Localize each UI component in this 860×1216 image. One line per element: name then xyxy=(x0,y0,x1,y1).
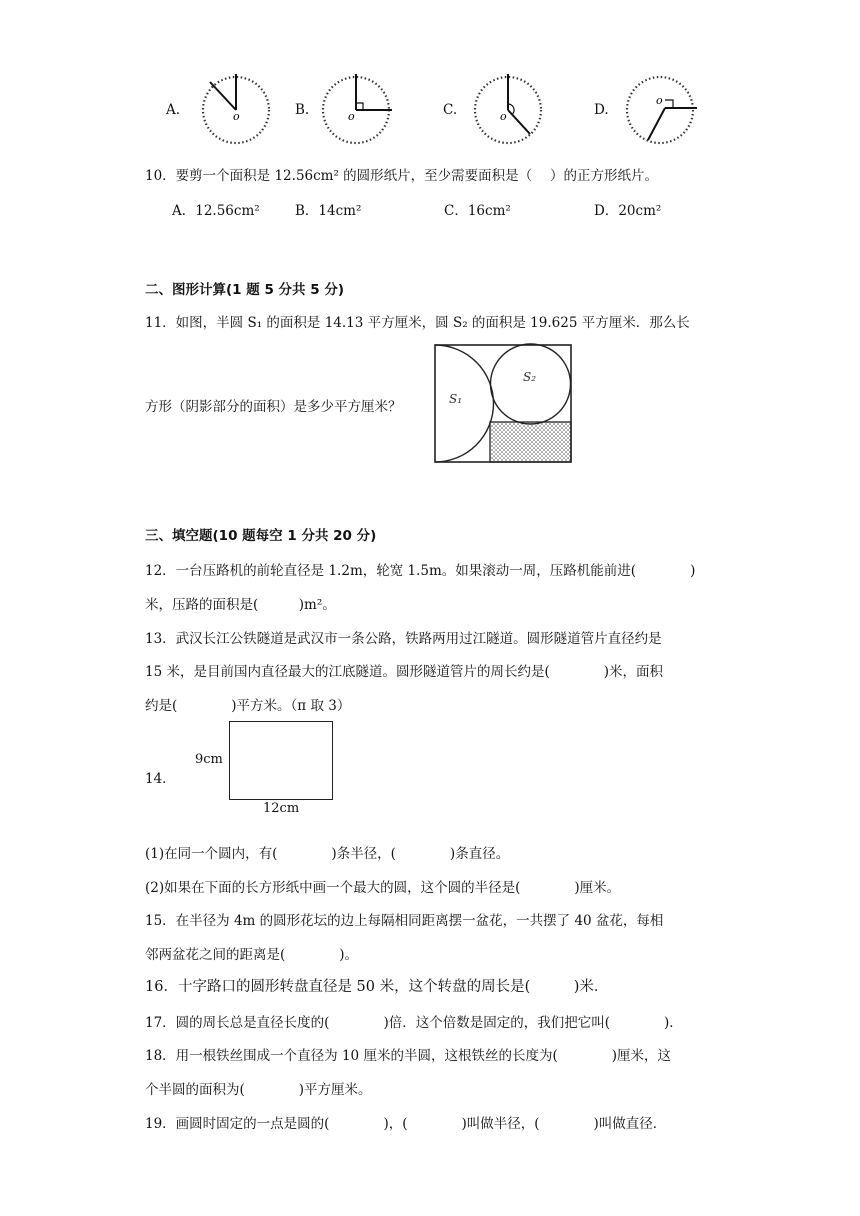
q10-option-a: A．12.56cm² xyxy=(172,203,260,219)
q17: 17．圆的周长总是直径长度的( )倍．这个倍数是固定的，我们把它叫( )． xyxy=(145,1015,683,1031)
q11-label-s1: S₁ xyxy=(449,392,463,406)
q9-option-c-figure xyxy=(468,70,548,150)
q14-width-label: 12cm xyxy=(263,801,300,816)
q9-option-a-figure xyxy=(196,70,276,150)
q10-option-d: D．20cm² xyxy=(594,203,662,219)
q9-option-d-label: D. xyxy=(594,102,609,118)
q18-line-2: 个半圆的面积为( )平方厘米。 xyxy=(145,1082,372,1098)
q15-line-2: 邻两盆花之间的距离是( )。 xyxy=(145,947,359,963)
q16: 16．十字路口的圆形转盘直径是 50 米，这个转盘的周长是( )米． xyxy=(145,979,609,995)
q9-option-c-label: C. xyxy=(443,102,458,118)
q11-semicircle-s1 xyxy=(435,345,494,462)
q11-figure xyxy=(433,343,575,465)
q9-d-center-label: o xyxy=(656,94,663,107)
q10-stem: 10．要剪一个面积是 12.56cm² 的圆形纸片，至少需要面积是（ ）的正方形纸片。 xyxy=(145,168,658,184)
q14-part-1: (1)在同一个圆内，有( )条半径，( )条直径。 xyxy=(145,846,510,862)
q15-line-1: 15．在半径为 4m 的圆形花坛的边上每隔相同距离摆一盆花，一共摆了 40 盆花，每相 xyxy=(145,913,664,929)
q9-option-d-figure xyxy=(620,70,700,150)
q9-b-center-label: o xyxy=(348,110,355,123)
section-3-title: 三、填空题(10 题每空 1 分共 20 分) xyxy=(145,528,377,544)
q14-height-label: 9cm xyxy=(195,752,223,767)
q13-line-2: 15 米，是目前国内直径最大的江底隧道。圆形隧道管片的周长约是( )米，面积 xyxy=(145,664,664,680)
q13-line-3: 约是( )平方米。（π 取 3） xyxy=(145,698,351,714)
q12-line-2: 米，压路的面积是( )m²。 xyxy=(145,597,336,613)
q11-line-2: 方形（阴影部分的面积）是多少平方厘米？ xyxy=(145,399,402,415)
q10-option-c: C．16cm² xyxy=(444,203,511,219)
q11-label-s2: S₂ xyxy=(523,370,537,384)
q9-option-b-label: B. xyxy=(295,102,310,118)
section-2-title: 二、图形计算(1 题 5 分共 5 分) xyxy=(145,282,345,298)
q14-part-2: (2)如果在下面的长方形纸中画一个最大的圆，这个圆的半径是( )厘米。 xyxy=(145,880,621,896)
q9-option-a-label: A. xyxy=(166,102,181,118)
q9-option-b-figure xyxy=(316,70,396,150)
q13-line-1: 13．武汉长江公铁隧道是武汉市一条公路，铁路两用过江隧道。圆形隧道管片直径约是 xyxy=(145,631,662,647)
q10-option-b: B．14cm² xyxy=(295,203,362,219)
q14-number: 14． xyxy=(145,771,176,787)
q11-line-1: 11．如图，半圆 S₁ 的面积是 14.13 平方厘米，圆 S₂ 的面积是 19.625 平方厘米．那么长 xyxy=(145,315,690,331)
q19: 19．画圆时固定的一点是圆的( )，( )叫做半径，( )叫做直径． xyxy=(145,1116,667,1132)
q12-line-1: 12．一台压路机的前轮直径是 1.2m，轮宽 1.5m。如果滚动一周，压路机能前进( ) xyxy=(145,563,696,579)
q11-circle-s2 xyxy=(491,344,571,424)
q18-line-1: 18．用一根铁丝围成一个直径为 10 厘米的半圆，这根铁丝的长度为( )厘米，这 xyxy=(145,1048,671,1064)
q9-a-center-label: o xyxy=(233,110,240,123)
q11-shaded-rectangle xyxy=(490,422,571,462)
q9-c-center-label: o xyxy=(500,110,507,123)
q14-rectangle xyxy=(229,721,333,800)
